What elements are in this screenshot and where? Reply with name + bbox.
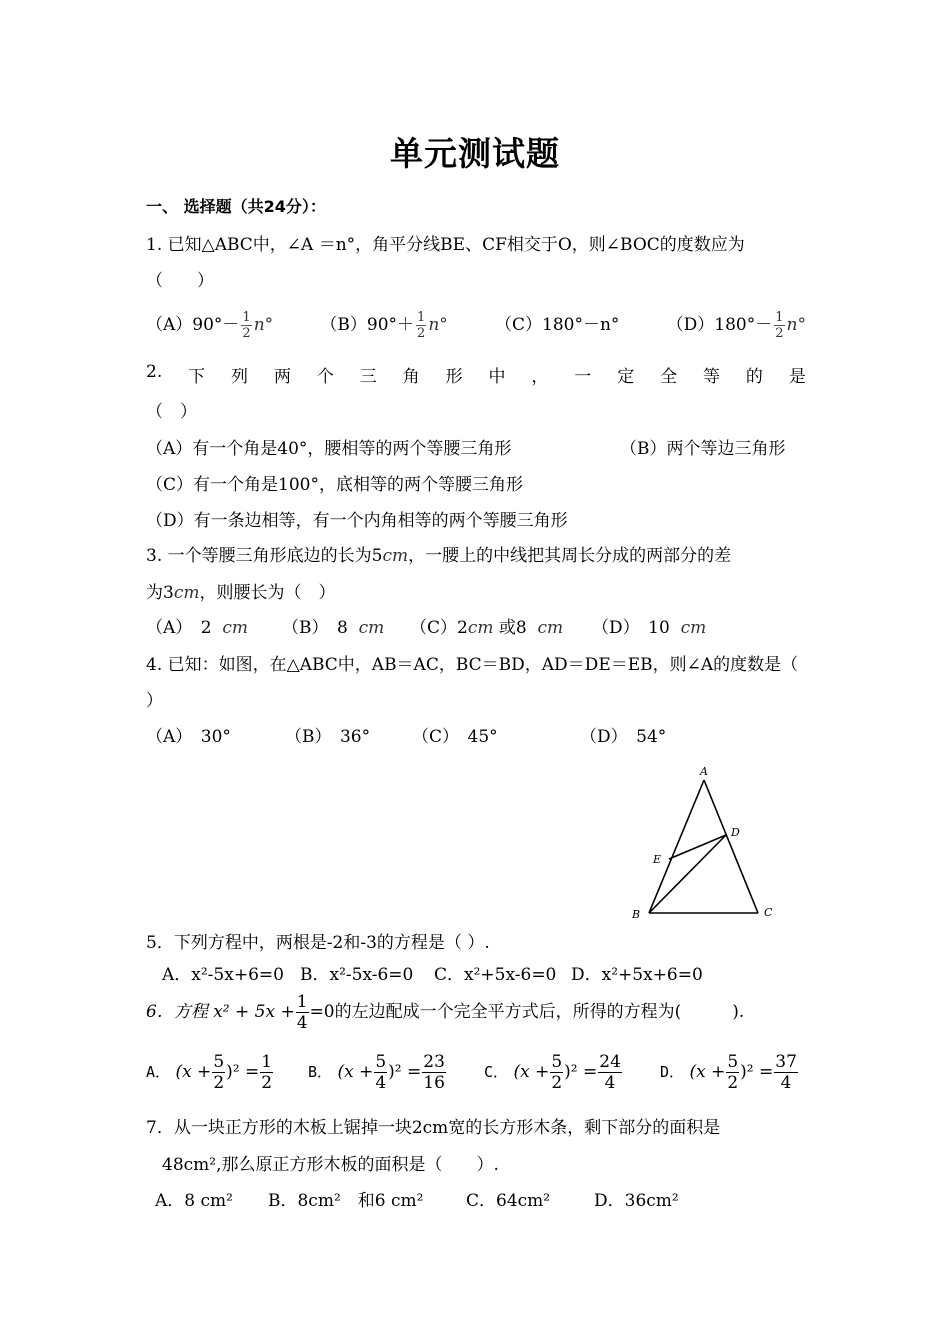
q2-option-b: （B）两个等边三角形 xyxy=(620,439,786,459)
label-e: E xyxy=(653,853,662,866)
q7-option-c: C．64cm² xyxy=(466,1191,551,1211)
q1-stem: 1. 已知△ABC中，∠A ＝n°，角平分线BE、CF相交于O，则∠BOC的度数应为 xyxy=(146,235,745,255)
q2-stem-char: 全 xyxy=(660,367,678,387)
q1-option-c: （C）180°－n° xyxy=(495,315,620,335)
q2-stem-char: 个 xyxy=(316,367,334,387)
q1-option-d: （D）180°－ $\frac{1}{2}$ n° xyxy=(666,310,806,341)
q6-stem-frac: $\frac{1}{4}$ xyxy=(296,992,308,1033)
q3-line2: 为3cm，则腰长为（ ） xyxy=(146,583,336,603)
triangle-figure xyxy=(620,760,790,925)
q7-option-a: A．8 cm² xyxy=(155,1191,233,1211)
q3-line1: 3. 一个等腰三角形底边的长为5cm，一腰上的中线把其周长分成的两部分的差 xyxy=(146,546,732,566)
q2-stem-char: 列 xyxy=(231,367,249,387)
q2-paren: （ ） xyxy=(146,402,197,422)
page-title: 单元测试题 xyxy=(390,134,560,173)
q4-line1: 4. 已知：如图，在△ABC中，AB＝AC，BC＝BD，AD＝DE＝EB，则∠A的度数是（ xyxy=(146,655,799,675)
q3-option-b: （B） 8 cm xyxy=(282,618,385,638)
q2-stem-char: ， xyxy=(531,367,549,387)
q5-stem: 5．下列方程中，两根是-2和-3的方程是（ ）. xyxy=(146,933,490,953)
q5-option-c: C．x²+5x-6=0 xyxy=(434,965,557,985)
q2-stem-char: 等 xyxy=(703,367,721,387)
q2-stem-char: 两 xyxy=(273,367,291,387)
q1-paren: （ ） xyxy=(146,271,214,291)
label-c: C xyxy=(764,906,773,919)
q4-option-a: （A） 30° xyxy=(146,727,231,747)
q1-frac-a: $\frac{1}{2}$ xyxy=(242,310,251,341)
q4-option-d: （D） 54° xyxy=(580,727,667,747)
q3-option-c: （C）2cm 或8 cm xyxy=(410,618,564,638)
q7-line2: 48cm²,那么原正方形木板的面积是（ ）. xyxy=(162,1155,499,1175)
q2-option-d: （D）有一条边相等，有一个内角相等的两个等腰三角形 xyxy=(146,511,568,531)
q7-option-b: B．8cm² 和6 cm² xyxy=(268,1191,424,1211)
segment-bd xyxy=(649,835,726,913)
q1-options xyxy=(146,310,806,341)
label-b: B xyxy=(632,908,641,921)
q6-option-c: C． (x + $\frac{5}{2}$ )² = $\frac{24}{4}$ xyxy=(484,1052,621,1093)
q3-option-a: （A） 2 cm xyxy=(146,618,249,638)
segment-ac xyxy=(704,780,758,913)
q6-option-d: D． (x + $\frac{5}{2}$ )² = $\frac{37}{4}$ xyxy=(660,1052,797,1093)
label-d: D xyxy=(731,826,740,839)
q1-option-b: （B）90°＋ $\frac{1}{2}$ n° xyxy=(320,310,448,341)
q4-option-b: （B） 36° xyxy=(285,727,371,747)
segment-ed xyxy=(669,835,726,859)
q2-stem-char: 的 xyxy=(745,367,763,387)
q1-frac-b: $\frac{1}{2}$ xyxy=(417,310,426,341)
q3-option-d: （D） 10 cm xyxy=(592,618,707,638)
q5-option-b: B．x²-5x-6=0 xyxy=(300,965,414,985)
q2-option-c: （C）有一个角是100°，底相等的两个等腰三角形 xyxy=(146,475,523,495)
q6-option-b: B． (x + $\frac{5}{4}$ )² = $\frac{23}{16}$ xyxy=(308,1052,445,1093)
q2-stem xyxy=(146,362,806,387)
q7-line1: 7．从一块正方形的木板上锯掉一块2cm宽的长方形木条，剩下部分的面积是 xyxy=(146,1118,721,1138)
q2-stem-char: 角 xyxy=(402,367,420,387)
q5-option-d: D．x²+5x+6=0 xyxy=(571,965,703,985)
q2-stem-char: 中 xyxy=(488,367,506,387)
q2-stem-char: 下 xyxy=(188,367,206,387)
q1-option-a: （A）90°－ $\frac{1}{2}$ n° xyxy=(146,310,274,341)
q2-stem-char: 是 xyxy=(788,367,806,387)
q5-option-a: A．x²-5x+6=0 xyxy=(162,965,284,985)
q2-stem-char: 2. xyxy=(146,362,163,382)
q4-line2: ） xyxy=(146,691,163,711)
section-heading: 一、 选择题（共24分）： xyxy=(146,197,326,216)
q2-stem-char: 一 xyxy=(574,367,592,387)
q6-stem: 6．方程 x² + 5x + $\frac{1}{4}$ =0的左边配成一个完全平方式后，所得的方程为( ). xyxy=(146,992,745,1033)
label-a: A xyxy=(700,765,708,778)
q2-option-a: （A）有一个角是40°，腰相等的两个等腰三角形 xyxy=(146,439,512,459)
segment-ab xyxy=(649,780,704,913)
q4-option-c: （C） 45° xyxy=(412,727,498,747)
q2-stem-char: 定 xyxy=(617,367,635,387)
q2-stem-char: 三 xyxy=(359,367,377,387)
q6-option-a: A． (x + $\frac{5}{2}$ )² = $\frac{1}{2}$ xyxy=(146,1052,273,1093)
q7-option-d: D．36cm² xyxy=(594,1191,679,1211)
q2-stem-char: 形 xyxy=(445,367,463,387)
q1-frac-d: $\frac{1}{2}$ xyxy=(775,310,784,341)
